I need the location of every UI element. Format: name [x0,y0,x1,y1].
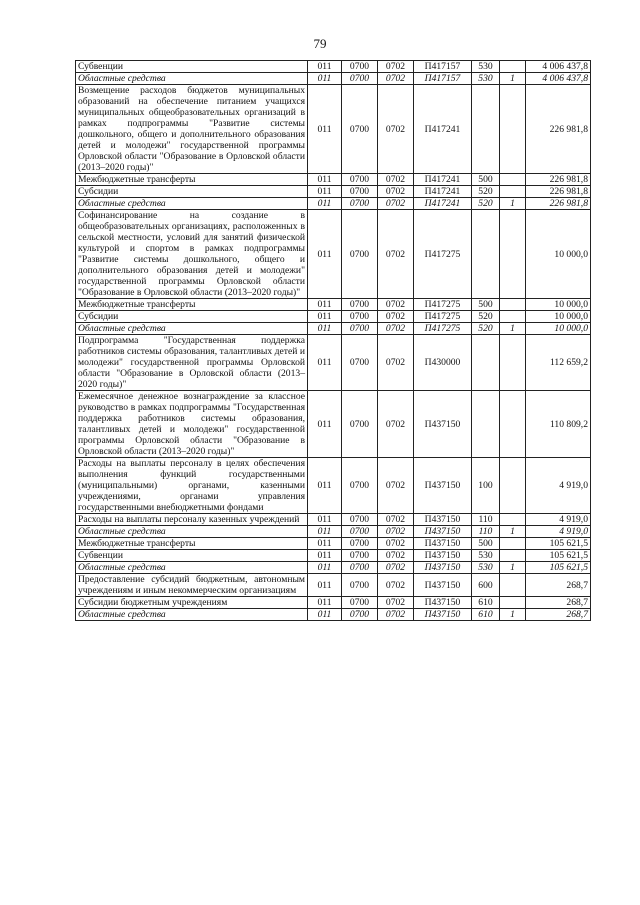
cell-expense-kind: 520 [472,198,500,210]
cell-target-article: П417241 [414,186,472,198]
cell-expense-kind: 500 [472,299,500,311]
cell-admin-code: 011 [308,85,342,174]
cell-funding-source: 1 [500,323,526,335]
cell-expense-kind [472,335,500,391]
table-row [76,311,591,323]
cell-target-article: П437150 [414,514,472,526]
cell-expense-kind: 520 [472,323,500,335]
cell-amount: 268,7 [526,609,591,621]
cell-subsection: 0702 [378,311,414,323]
cell-target-article: П417241 [414,174,472,186]
cell-name: Софинансирование на создание в общеобразовательных организациях, расположенных в сельской местности, условий для занятий физической культурой и спортом в рамках подпрограммы "Развитие системы дошкольного, общего и дополнительного образования детей и молодежи" государственной программы Орловской области "Образование в Орловской области (2013–2020 годы)" [76,210,308,299]
cell-funding-source [500,597,526,609]
cell-admin-code: 011 [308,186,342,198]
cell-admin-code: 011 [308,323,342,335]
cell-subsection: 0702 [378,458,414,514]
table-row [76,198,591,210]
cell-section: 0700 [342,514,378,526]
table-row [76,186,591,198]
table-row [76,323,591,335]
cell-subsection: 0702 [378,597,414,609]
table-row [76,526,591,538]
cell-amount: 10 000,0 [526,311,591,323]
cell-amount: 110 809,2 [526,391,591,458]
cell-admin-code: 011 [308,299,342,311]
cell-admin-code: 011 [308,458,342,514]
cell-amount: 226 981,8 [526,174,591,186]
cell-funding-source [500,391,526,458]
cell-section: 0700 [342,299,378,311]
cell-expense-kind: 520 [472,311,500,323]
cell-name: Областные средства [76,562,308,574]
cell-funding-source [500,514,526,526]
cell-target-article: П437150 [414,458,472,514]
cell-name: Расходы на выплаты персоналу казенных учреждений [76,514,308,526]
cell-admin-code: 011 [308,538,342,550]
cell-admin-code: 011 [308,526,342,538]
cell-admin-code: 011 [308,550,342,562]
table-row [76,574,591,597]
cell-admin-code: 011 [308,174,342,186]
cell-subsection: 0702 [378,299,414,311]
cell-amount: 4 006 437,8 [526,61,591,73]
cell-expense-kind: 530 [472,550,500,562]
cell-funding-source [500,311,526,323]
table-row [76,550,591,562]
cell-section: 0700 [342,574,378,597]
cell-expense-kind [472,85,500,174]
cell-target-article: П417241 [414,85,472,174]
cell-section: 0700 [342,85,378,174]
cell-expense-kind: 530 [472,61,500,73]
cell-funding-source [500,174,526,186]
cell-name: Областные средства [76,526,308,538]
cell-admin-code: 011 [308,574,342,597]
cell-name: Областные средства [76,609,308,621]
cell-section: 0700 [342,198,378,210]
cell-section: 0700 [342,323,378,335]
cell-subsection: 0702 [378,85,414,174]
cell-target-article: П417241 [414,198,472,210]
cell-target-article: П430000 [414,335,472,391]
table-row [76,299,591,311]
cell-funding-source [500,210,526,299]
table-row [76,210,591,299]
cell-target-article: П417157 [414,61,472,73]
cell-funding-source [500,186,526,198]
cell-expense-kind: 500 [472,538,500,550]
cell-funding-source: 1 [500,609,526,621]
cell-section: 0700 [342,609,378,621]
cell-funding-source: 1 [500,198,526,210]
cell-section: 0700 [342,458,378,514]
cell-target-article: П437150 [414,526,472,538]
cell-admin-code: 011 [308,73,342,85]
cell-expense-kind [472,210,500,299]
table-row [76,174,591,186]
cell-target-article: П417275 [414,210,472,299]
cell-subsection: 0702 [378,609,414,621]
cell-name: Возмещение расходов бюджетов муниципальных образований на обеспечение питанием учащихся муниципальных общеобразовательных организаций в рамках подпрограммы "Развитие системы дошкольного, общего и дополнительного образования детей и молодежи" государственной программы Орловской области "Образование в Орловской области (2013–2020 годы)" [76,85,308,174]
cell-funding-source [500,61,526,73]
cell-admin-code: 011 [308,562,342,574]
cell-target-article: П437150 [414,609,472,621]
cell-name: Областные средства [76,73,308,85]
cell-subsection: 0702 [378,61,414,73]
cell-name: Межбюджетные трансферты [76,538,308,550]
cell-amount: 10 000,0 [526,299,591,311]
cell-admin-code: 011 [308,61,342,73]
table-row [76,458,591,514]
cell-section: 0700 [342,61,378,73]
table-row [76,61,591,73]
cell-admin-code: 011 [308,609,342,621]
cell-admin-code: 011 [308,514,342,526]
cell-funding-source [500,458,526,514]
cell-subsection: 0702 [378,526,414,538]
cell-admin-code: 011 [308,391,342,458]
cell-amount: 268,7 [526,574,591,597]
table-row [76,609,591,621]
cell-name: Субсидии [76,311,308,323]
cell-section: 0700 [342,550,378,562]
cell-subsection: 0702 [378,550,414,562]
table-row [76,391,591,458]
cell-admin-code: 011 [308,335,342,391]
cell-expense-kind [472,391,500,458]
cell-subsection: 0702 [378,514,414,526]
cell-section: 0700 [342,526,378,538]
cell-section: 0700 [342,186,378,198]
cell-amount: 112 659,2 [526,335,591,391]
cell-funding-source [500,574,526,597]
cell-amount: 4 006 437,8 [526,73,591,85]
cell-expense-kind: 610 [472,609,500,621]
cell-target-article: П437150 [414,562,472,574]
cell-section: 0700 [342,335,378,391]
cell-target-article: П437150 [414,574,472,597]
cell-name: Межбюджетные трансферты [76,174,308,186]
cell-target-article: П417157 [414,73,472,85]
cell-name: Ежемесячное денежное вознаграждение за классное руководство в рамках подпрограммы "Государственная поддержка работников системы образования, талантливых детей и молодежи" государственной программы Орловской области "Образование в Орловской области (2013–2020 годы)" [76,391,308,458]
cell-expense-kind: 500 [472,174,500,186]
cell-section: 0700 [342,174,378,186]
cell-subsection: 0702 [378,538,414,550]
cell-amount: 268,7 [526,597,591,609]
cell-funding-source [500,299,526,311]
cell-expense-kind: 600 [472,574,500,597]
cell-subsection: 0702 [378,574,414,597]
cell-funding-source: 1 [500,562,526,574]
cell-name: Субвенции [76,61,308,73]
table-row [76,335,591,391]
cell-expense-kind: 100 [472,458,500,514]
cell-section: 0700 [342,73,378,85]
cell-name: Субсидии бюджетным учреждениям [76,597,308,609]
cell-expense-kind: 520 [472,186,500,198]
cell-expense-kind: 530 [472,562,500,574]
cell-subsection: 0702 [378,323,414,335]
table-row [76,85,591,174]
cell-amount: 10 000,0 [526,210,591,299]
cell-name: Областные средства [76,198,308,210]
cell-funding-source [500,85,526,174]
cell-section: 0700 [342,311,378,323]
table-row [76,73,591,85]
cell-target-article: П437150 [414,538,472,550]
cell-name: Подпрограмма "Государственная поддержка работников системы образования, талантливых детей и молодежи" государственной программы Орловской области "Образование в Орловской области (2013–2020 годы)" [76,335,308,391]
cell-expense-kind: 110 [472,514,500,526]
cell-subsection: 0702 [378,210,414,299]
cell-subsection: 0702 [378,174,414,186]
cell-admin-code: 011 [308,311,342,323]
cell-section: 0700 [342,597,378,609]
cell-subsection: 0702 [378,562,414,574]
cell-subsection: 0702 [378,186,414,198]
cell-target-article: П417275 [414,323,472,335]
table-body [76,61,591,621]
cell-amount: 226 981,8 [526,198,591,210]
cell-target-article: П437150 [414,550,472,562]
cell-amount: 105 621,5 [526,538,591,550]
cell-amount: 105 621,5 [526,562,591,574]
table-row [76,514,591,526]
cell-subsection: 0702 [378,335,414,391]
cell-target-article: П437150 [414,391,472,458]
cell-amount: 10 000,0 [526,323,591,335]
table-row [76,562,591,574]
cell-admin-code: 011 [308,210,342,299]
cell-subsection: 0702 [378,391,414,458]
cell-section: 0700 [342,562,378,574]
cell-name: Областные средства [76,323,308,335]
cell-name: Предоставление субсидий бюджетным, автономным учреждениям и иным некоммерческим организациям [76,574,308,597]
cell-expense-kind: 530 [472,73,500,85]
cell-target-article: П417275 [414,299,472,311]
cell-section: 0700 [342,210,378,299]
cell-amount: 105 621,5 [526,550,591,562]
cell-target-article: П417275 [414,311,472,323]
cell-funding-source: 1 [500,73,526,85]
cell-admin-code: 011 [308,198,342,210]
cell-expense-kind: 110 [472,526,500,538]
cell-funding-source [500,550,526,562]
cell-funding-source [500,335,526,391]
cell-funding-source: 1 [500,526,526,538]
table-row [76,538,591,550]
cell-name: Расходы на выплаты персоналу в целях обеспечения выполнения функций государственными (муниципальными) органами, казенными учреждениями, органами управления государственными внебюджетными фондами [76,458,308,514]
cell-name: Субвенции [76,550,308,562]
cell-amount: 4 919,0 [526,458,591,514]
cell-admin-code: 011 [308,597,342,609]
cell-target-article: П437150 [414,597,472,609]
cell-expense-kind: 610 [472,597,500,609]
budget-table [75,60,591,621]
cell-name: Межбюджетные трансферты [76,299,308,311]
cell-section: 0700 [342,538,378,550]
table-row [76,597,591,609]
cell-subsection: 0702 [378,73,414,85]
cell-amount: 226 981,8 [526,85,591,174]
cell-section: 0700 [342,391,378,458]
cell-amount: 4 919,0 [526,526,591,538]
cell-funding-source [500,538,526,550]
page-number: 79 [313,36,327,51]
cell-name: Субсидии [76,186,308,198]
cell-amount: 4 919,0 [526,514,591,526]
cell-amount: 226 981,8 [526,186,591,198]
cell-subsection: 0702 [378,198,414,210]
